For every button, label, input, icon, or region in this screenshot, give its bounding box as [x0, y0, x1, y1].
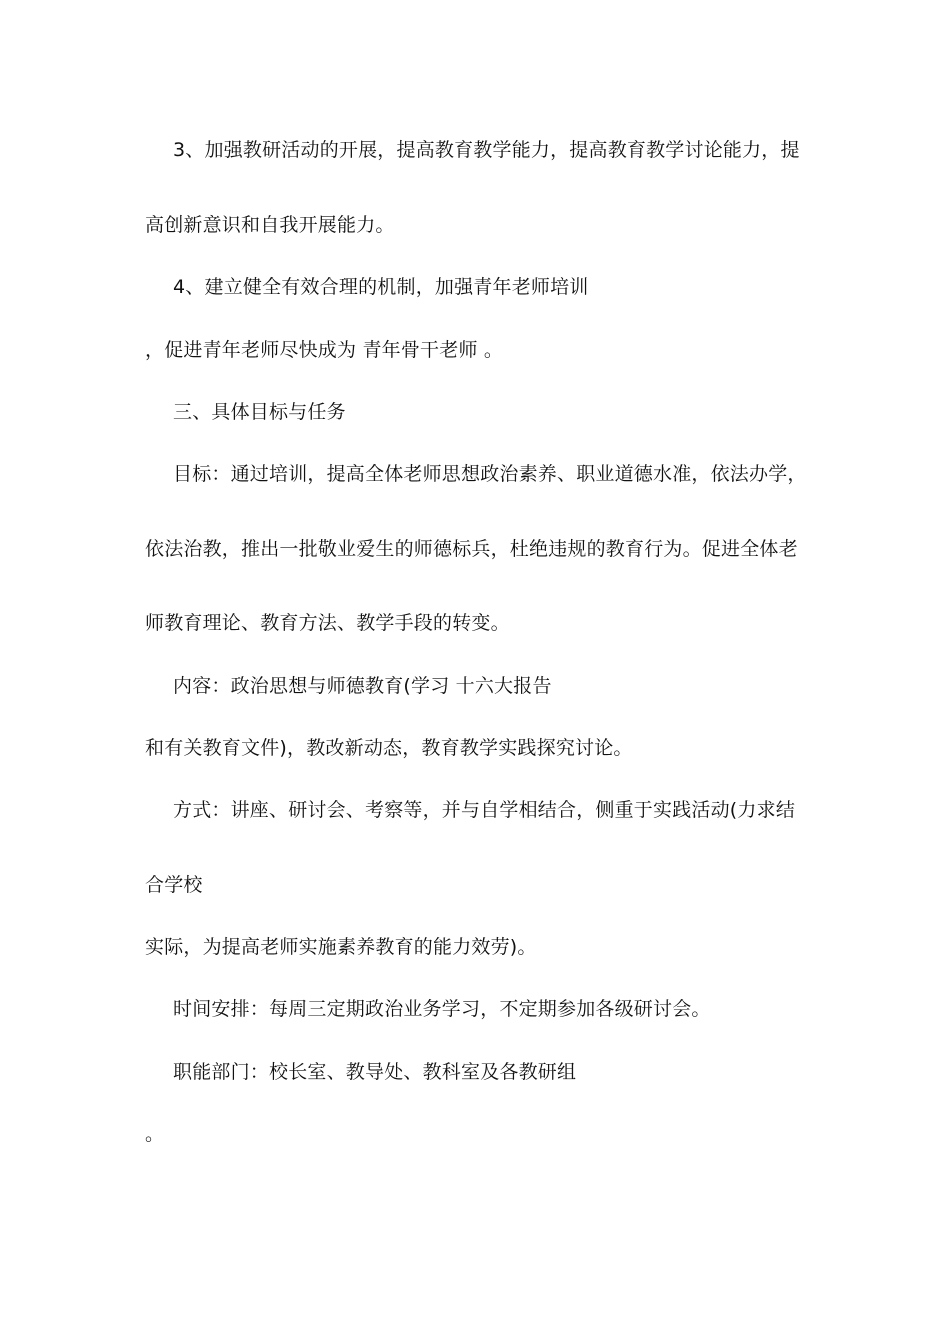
paragraph-line: 实际，为提高老师实施素养教育的能力效劳)。: [145, 936, 537, 958]
paragraph-line: ，促进青年老师尽快成为 青年骨干老师 。: [145, 339, 504, 361]
paragraph-line: 时间安排：每周三定期政治业务学习，不定期参加各级研讨会。: [173, 998, 711, 1020]
paragraph-line: 和有关教育文件)，教改新动态，教育教学实践探究讨论。: [145, 737, 633, 759]
paragraph-line: 4、建立健全有效合理的机制，加强青年老师培训: [173, 276, 589, 298]
paragraph-line: 方式：讲座、研讨会、考察等，并与自学相结合，侧重于实践活动(力求结: [173, 799, 796, 821]
paragraph-line: 职能部门：校长室、教导处、教科室及各教研组: [173, 1061, 577, 1083]
paragraph-line: 依法治教，推出一批敬业爱生的师德标兵，杜绝违规的教育行为。促进全体老: [145, 538, 798, 560]
paragraph-line: 3、加强教研活动的开展，提高教育教学能力，提高教育教学讨论能力，提: [173, 139, 800, 161]
paragraph-line: 高创新意识和自我开展能力。: [145, 214, 395, 236]
paragraph-line: 目标：通过培训，提高全体老师思想政治素养、职业道德水准，依法办学，: [173, 463, 807, 485]
paragraph-line: 师教育理论、教育方法、教学手段的转变。: [145, 612, 510, 634]
paragraph-line: 。: [145, 1123, 165, 1145]
paragraph-line: 合学校: [145, 874, 203, 896]
section-heading: 三、具体目标与任务: [173, 401, 346, 423]
paragraph-line: 内容：政治思想与师德教育(学习 十六大报告: [173, 675, 552, 697]
